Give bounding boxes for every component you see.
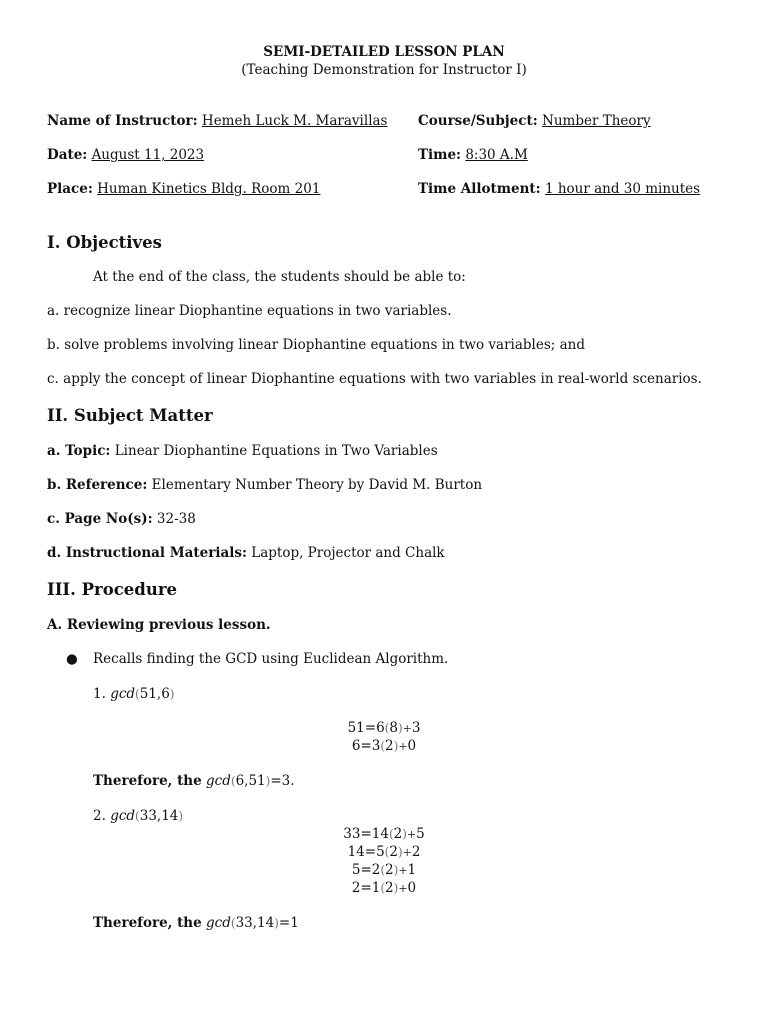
objectives-intro: At the end of the class, the students should be able to: <box>93 269 466 285</box>
gcd-function: gcd <box>206 773 231 789</box>
example-1-conclusion: Therefore, the gcd(6,51)=3. <box>93 773 295 789</box>
course-label: Course/Subject: <box>418 113 538 129</box>
gcd-args: 33,14 <box>139 808 179 824</box>
place-label: Place: <box>47 181 93 197</box>
example-1-heading: 1. gcd(51,6) <box>93 686 175 702</box>
equation-step: 5=2(2)+1 <box>351 862 417 878</box>
reference-value: Elementary Number Theory by David M. Burton <box>151 477 483 493</box>
example-1-steps <box>0 719 768 755</box>
allotment-row <box>418 181 700 197</box>
date-value: August 11, 2023 <box>91 147 205 163</box>
instructor-label: Name of Instructor: <box>47 113 198 129</box>
reference-label: b. Reference: <box>47 477 148 493</box>
objective-item: a. recognize linear Diophantine equations in two variables. <box>47 303 452 319</box>
procedure-heading: III. Procedure <box>47 580 178 599</box>
example-2-heading: 2. gcd(33,14) <box>93 808 184 824</box>
place-row <box>47 181 320 197</box>
topic-value: Linear Diophantine Equations in Two Variables <box>114 443 438 459</box>
objective-item: b. solve problems involving linear Diophantine equations in two variables; and <box>47 337 585 353</box>
pages-row <box>47 511 196 527</box>
course-row <box>418 113 651 129</box>
example-number: 2. <box>93 808 106 824</box>
allotment-label: Time Allotment: <box>418 181 541 197</box>
bullet-text: Recalls finding the GCD using Euclidean Algorithm. <box>93 651 449 667</box>
time-value: 8:30 A.M <box>465 147 528 163</box>
conclusion-args: 33,14 <box>235 915 275 931</box>
topic-row <box>47 443 438 459</box>
document-subtitle: (Teaching Demonstration for Instructor I) <box>241 62 527 78</box>
allotment-value: 1 hour and 30 minutes <box>544 181 701 197</box>
time-row <box>418 147 528 163</box>
example-number: 1. <box>93 686 106 702</box>
instructor-value: Hemeh Luck M. Maravillas <box>201 113 388 129</box>
date-label: Date: <box>47 147 88 163</box>
instructor-row <box>47 113 388 129</box>
example-2-steps <box>0 825 768 897</box>
objectives-heading: I. Objectives <box>47 233 162 252</box>
conclusion-prefix: Therefore, the <box>93 773 202 789</box>
example-2-conclusion: Therefore, the gcd(33,14)=1 <box>93 915 299 931</box>
place-value: Human Kinetics Bldg. Room 201 <box>97 181 321 197</box>
objective-item: c. apply the concept of linear Diophantine equations with two variables in real-world scenarios. <box>47 371 702 387</box>
materials-label: d. Instructional Materials: <box>47 545 247 561</box>
equation-step: 51=6(8)+3 <box>347 720 421 736</box>
gcd-function: gcd <box>110 808 136 824</box>
topic-label: a. Topic: <box>47 443 111 459</box>
materials-row <box>47 545 445 561</box>
equation-step: 2=1(2)+0 <box>351 880 417 896</box>
reference-row <box>47 477 482 493</box>
course-value: Number Theory <box>542 113 651 129</box>
conclusion-args: 6,51 <box>235 773 266 789</box>
gcd-args: 51,6 <box>139 686 170 702</box>
conclusion-result: =1 <box>278 915 299 931</box>
gcd-function: gcd <box>206 915 231 931</box>
equation-step: 14=5(2)+2 <box>347 844 421 860</box>
pages-label: c. Page No(s): <box>47 511 153 527</box>
pages-value: 32-38 <box>156 511 196 527</box>
gcd-function: gcd <box>110 686 136 702</box>
conclusion-result: =3. <box>270 773 295 789</box>
equation-step: 33=14(2)+5 <box>343 826 425 842</box>
equation-step: 6=3(2)+0 <box>351 738 417 754</box>
conclusion-prefix: Therefore, the <box>93 915 202 931</box>
bullet-icon: ● <box>66 651 78 667</box>
subject-heading: II. Subject Matter <box>47 406 213 425</box>
document-title: SEMI-DETAILED LESSON PLAN <box>263 44 505 60</box>
date-row <box>47 147 204 163</box>
procedure-sub-a: A. Reviewing previous lesson. <box>47 617 271 633</box>
time-label: Time: <box>418 147 462 163</box>
materials-value: Laptop, Projector and Chalk <box>251 545 445 561</box>
